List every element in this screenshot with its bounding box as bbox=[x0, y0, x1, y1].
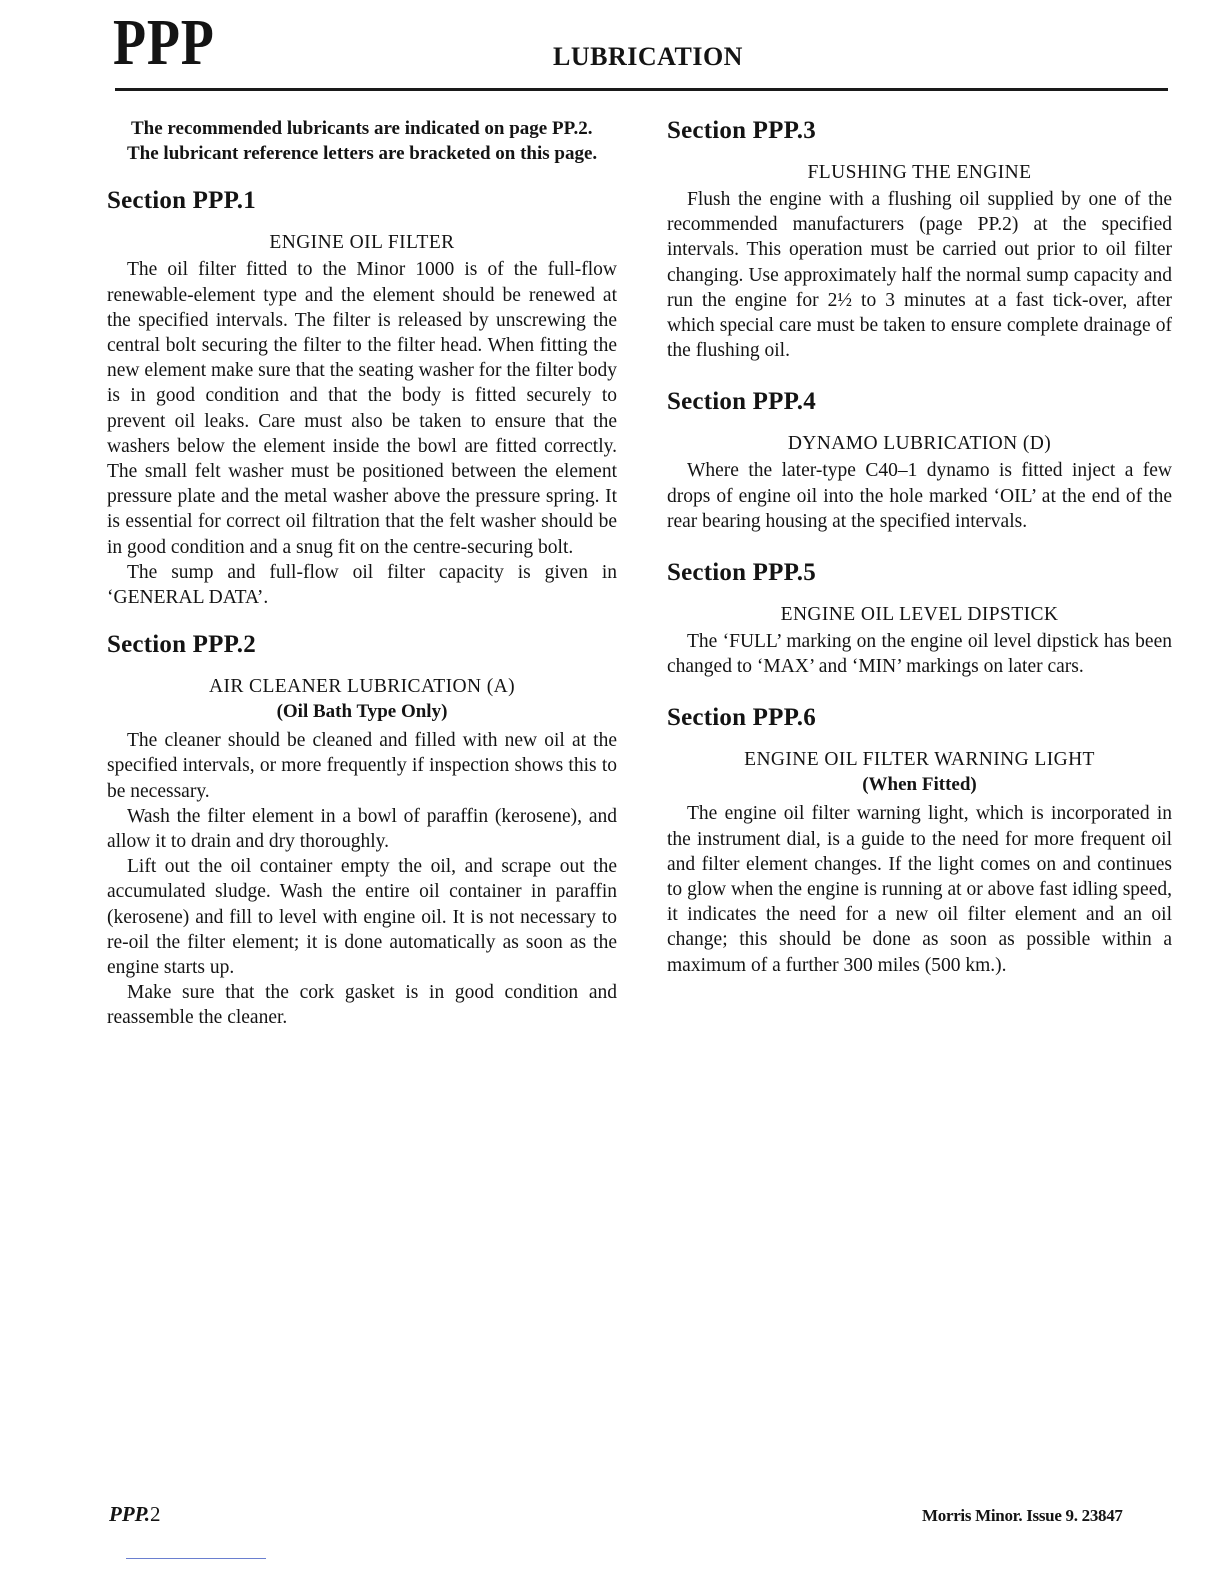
paragraph: The ‘FULL’ marking on the engine oil level dipstick has been changed to ‘MAX’ and ‘MIN’ markings on later cars. bbox=[667, 631, 1172, 678]
section-subnote: (Oil Bath Type Only) bbox=[276, 701, 448, 723]
section-subheading: ENGINE OIL LEVEL DIPSTICK bbox=[780, 604, 1059, 626]
paragraph: The cleaner should be cleaned and filled with new oil at the specified intervals, or more frequently if inspection shows this to be necessary. bbox=[107, 730, 617, 802]
paragraph: Flush the engine with a flushing oil supplied by one of the recommended manufacturers (page PP.2) at the specified intervals. This operation must be carried out prior to oil filter changing. Use approximately half the normal sump capacity and run the engine for 2½ to 3 minutes at a fast tick-over, after which special care must be taken to ensure complete drainage of the flushing oil. bbox=[667, 189, 1172, 362]
section-subheading: DYNAMO LUBRICATION (D) bbox=[787, 433, 1052, 455]
section-heading: Section PPP.3 bbox=[667, 117, 816, 144]
paragraph: The sump and full-flow oil filter capacity is given in ‘GENERAL DATA’. bbox=[107, 561, 617, 609]
section-ppp-6 bbox=[667, 703, 1172, 977]
section-ppp-3 bbox=[667, 116, 1172, 363]
intro-line-2: The lubricant reference letters are bracketed on this page. bbox=[127, 143, 598, 165]
page-number-value: 2 bbox=[150, 1502, 161, 1526]
section-subheading: ENGINE OIL FILTER WARNING LIGHT bbox=[744, 749, 1095, 771]
section-heading: Section PPP.6 bbox=[667, 704, 816, 732]
intro-line-1: The recommended lubricants are indicated on page PP.2. bbox=[131, 118, 593, 139]
section-ppp-4 bbox=[667, 387, 1172, 534]
paragraph: Make sure that the cork gasket is in good condition and reassemble the cleaner. bbox=[107, 982, 617, 1029]
chapter-title: LUBRICATION bbox=[553, 42, 743, 71]
section-ppp-1 bbox=[107, 186, 617, 610]
paragraph: Lift out the oil container empty the oil, and scrape out the accumulated sludge. Wash the entire oil container in paraffin (kerosene) and fill to level with engine oil. It is not necessary to re-oil the filter element; it is done automatically as soon as the engine starts up. bbox=[107, 856, 617, 979]
section-heading: Section PPP.1 bbox=[107, 187, 256, 215]
section-heading: Section PPP.2 bbox=[107, 631, 256, 659]
section-ppp-2 bbox=[107, 630, 617, 1030]
section-subnote: (When Fitted) bbox=[862, 774, 977, 796]
paragraph: Where the later-type C40–1 dynamo is fitted inject a few drops of engine oil into the hole marked ‘OIL’ at the end of the rear bearing housing at the specified intervals. bbox=[667, 460, 1172, 532]
section-heading: Section PPP.4 bbox=[667, 388, 816, 416]
chapter-code: PPP bbox=[113, 6, 215, 79]
page-number bbox=[109, 1502, 161, 1527]
right-column bbox=[667, 116, 1172, 978]
page-prefix: PPP. bbox=[109, 1502, 151, 1526]
publication-info: Morris Minor. Issue 9. 23847 bbox=[922, 1506, 1123, 1525]
section-subheading: AIR CLEANER LUBRICATION (A) bbox=[209, 676, 515, 698]
section-ppp-5 bbox=[667, 558, 1172, 679]
paragraph: Wash the filter element in a bowl of paraffin (kerosene), and allow it to drain and dry thoroughly. bbox=[107, 805, 617, 853]
intro-note bbox=[107, 116, 617, 166]
footer-rule bbox=[126, 1558, 266, 1559]
header-rule bbox=[115, 88, 1168, 91]
section-subheading: FLUSHING THE ENGINE bbox=[807, 162, 1032, 183]
section-subheading: ENGINE OIL FILTER bbox=[269, 232, 455, 254]
section-heading: Section PPP.5 bbox=[667, 559, 816, 587]
paragraph: The oil filter fitted to the Minor 1000 is of the full-flow renewable-element type and the element should be renewed at the specified intervals. The filter is released by unscrewing the central bolt securing the filter to the filter head. When fitting the new element make sure that the seating washer for the filter body is in good condition and that the body is fitted securely to prevent oil leaks. Care must also be taken to ensure that the washers below the element inside the bowl are fitted correctly. The small felt washer must be positioned between the element pressure plate and the metal washer above the pressure spring. It is essential for correct oil filtration that the felt washer should be in good condition and a snug fit on the centre-securing bolt. bbox=[107, 259, 617, 558]
paragraph: The engine oil filter warning light, which is incorporated in the instrument dial, is a guide to the need for more frequent oil and filter element changes. If the light comes on and continues to glow when the engine is running at or above fast idling speed, it indicates the need for a new oil filter element and an oil change; this should be done as soon as possible within a maximum of a further 300 miles (500 km.). bbox=[667, 803, 1172, 976]
left-column bbox=[107, 116, 617, 1031]
